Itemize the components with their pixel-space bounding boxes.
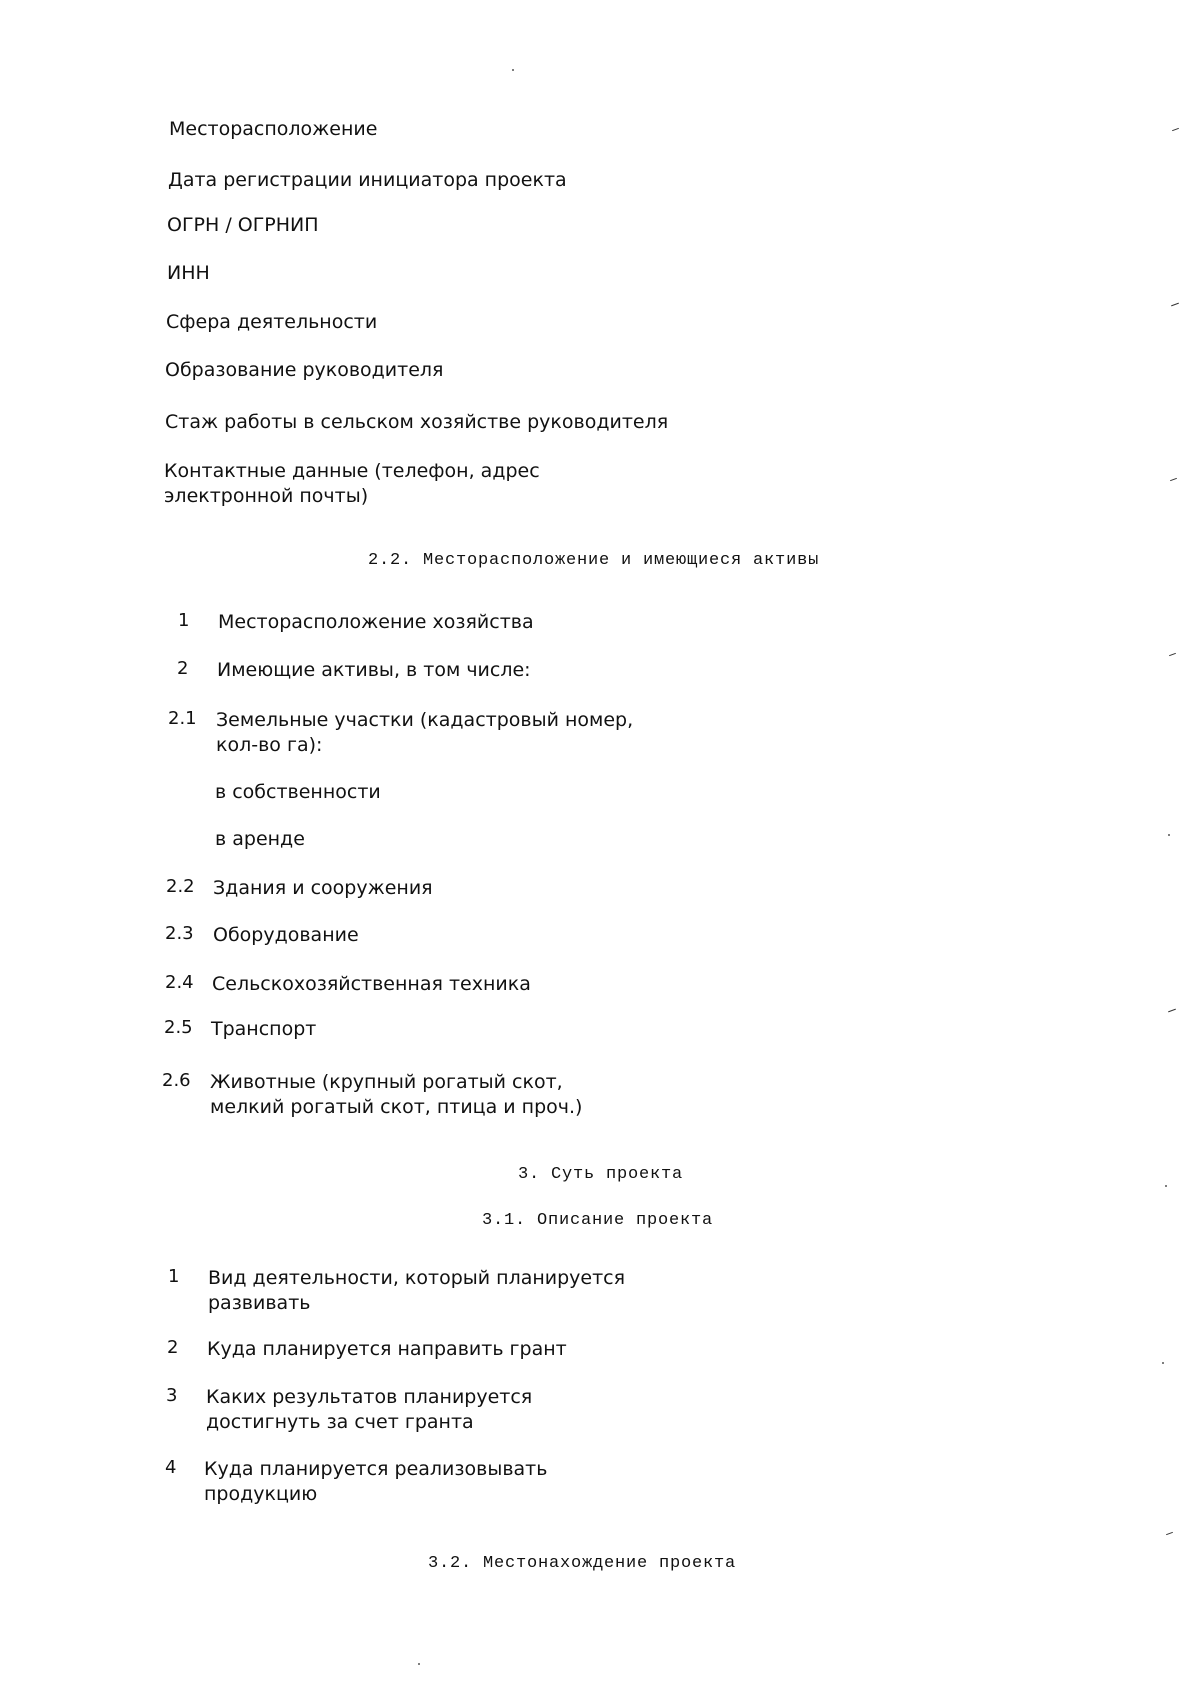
item-num: 2.1 xyxy=(168,708,197,729)
item-label: Сельскохозяйственная техника xyxy=(212,973,531,995)
item-label: Вид деятельности, который планируется развивать xyxy=(208,1267,626,1314)
scan-mark xyxy=(1172,128,1179,131)
item-label: Куда планируется направить грант xyxy=(207,1338,567,1360)
item-label: Месторасположение хозяйства xyxy=(218,611,534,633)
item-num: 1 xyxy=(168,1266,180,1287)
item-num: 2.3 xyxy=(165,923,194,944)
item-label: Земельные участки (кадастровый номер, кол-во га): xyxy=(216,709,634,756)
scan-dot xyxy=(418,1663,420,1665)
item-num: 1 xyxy=(178,610,190,631)
item-num: 2.4 xyxy=(165,972,194,993)
item-num: 4 xyxy=(165,1457,177,1478)
scan-dot xyxy=(1168,834,1170,836)
item-label: Каких результатов планируется достигнуть за счет гранта xyxy=(206,1386,533,1433)
field-head-experience: Стаж работы в сельском хозяйстве руководителя xyxy=(165,411,669,433)
scan-dot xyxy=(512,69,514,71)
item-label: Имеющие активы, в том числе: xyxy=(217,659,531,681)
item-label: Здания и сооружения xyxy=(213,877,433,899)
item-num: 2 xyxy=(167,1337,179,1358)
scan-mark xyxy=(1166,1532,1173,1535)
field-ogrn: ОГРН / ОГРНИП xyxy=(167,214,319,236)
field-contacts: Контактные данные (телефон, адрес электронной почты) xyxy=(164,460,540,507)
item-label: Животные (крупный рогатый скот, мелкий рогатый скот, птица и проч.) xyxy=(210,1071,583,1118)
section-2-2-heading: 2.2. Месторасположение и имеющиеся активы xyxy=(368,551,820,570)
scan-mark xyxy=(1171,303,1179,307)
item-label: в аренде xyxy=(215,828,305,850)
item-label: Куда планируется реализовывать продукцию xyxy=(204,1458,548,1505)
scan-mark xyxy=(1170,478,1177,481)
item-label: в собственности xyxy=(215,781,381,803)
item-label: Оборудование xyxy=(213,924,359,946)
item-num: 3 xyxy=(166,1385,178,1406)
scan-mark xyxy=(1168,1009,1176,1013)
item-num: 2.6 xyxy=(162,1070,191,1091)
field-activity-sphere: Сфера деятельности xyxy=(166,311,378,333)
item-label: Транспорт xyxy=(211,1018,317,1040)
scan-dot xyxy=(1165,1185,1167,1187)
field-location: Месторасположение xyxy=(169,118,378,140)
section-3-heading: 3. Суть проекта xyxy=(518,1165,684,1184)
scan-dot xyxy=(1162,1362,1164,1364)
section-3-2-heading: 3.2. Местонахождение проекта xyxy=(428,1554,737,1573)
field-inn: ИНН xyxy=(167,262,210,284)
item-num: 2.5 xyxy=(164,1017,193,1038)
field-head-education: Образование руководителя xyxy=(165,359,444,381)
item-num: 2.2 xyxy=(166,876,195,897)
section-3-1-heading: 3.1. Описание проекта xyxy=(482,1211,714,1230)
scan-mark xyxy=(1169,653,1176,656)
item-num: 2 xyxy=(177,658,189,679)
field-registration-date: Дата регистрации инициатора проекта xyxy=(168,169,567,191)
